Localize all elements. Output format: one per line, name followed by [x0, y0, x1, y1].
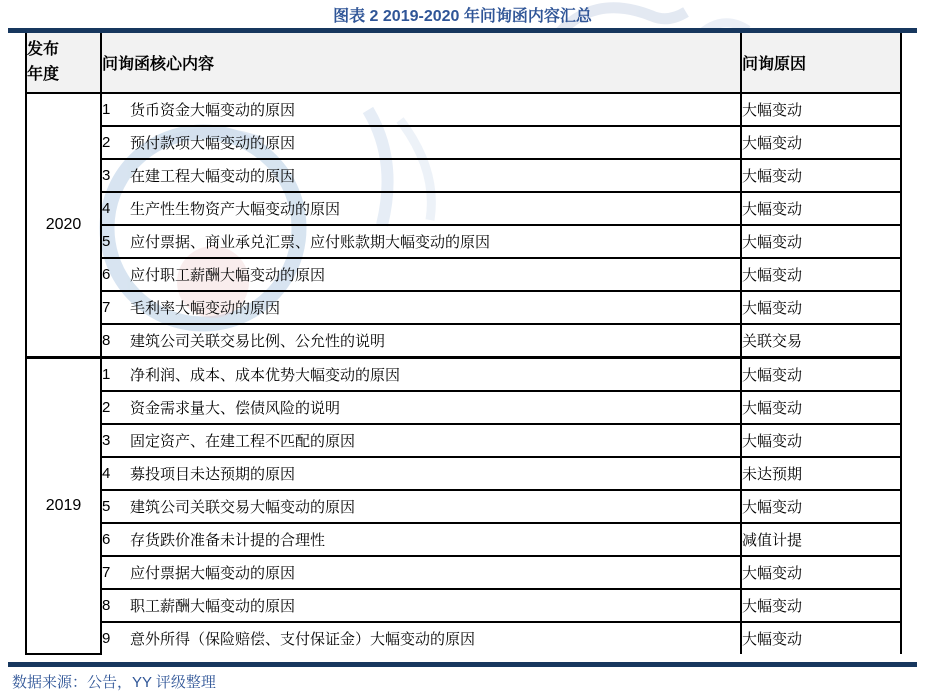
row-number: 6: [102, 531, 111, 548]
content-cell: [101, 93, 741, 126]
content-cell: [101, 391, 741, 424]
table-row: [26, 391, 901, 424]
content-cell: [101, 324, 741, 358]
table-row: [26, 490, 901, 523]
content-cell: [101, 556, 741, 589]
row-content-text: 应付票据大幅变动的原因: [130, 565, 296, 582]
content-cell: [101, 490, 741, 523]
reason-cell: 大幅变动: [741, 93, 901, 126]
inquiry-letter-table: [25, 33, 902, 655]
row-content-text: 应付票据、商业承兑汇票、应付账款期大幅变动的原因: [130, 234, 491, 251]
reason-cell: 大幅变动: [741, 192, 901, 225]
row-content-text: 建筑公司关联交易比例、公允性的说明: [130, 333, 386, 350]
row-number: 2: [102, 134, 111, 151]
header-publish-year: [26, 33, 101, 93]
row-content-text: 毛利率大幅变动的原因: [130, 300, 281, 317]
row-number: 2: [102, 399, 111, 416]
row-number: 5: [102, 498, 111, 515]
reason-cell: 大幅变动: [741, 589, 901, 622]
row-number: 6: [102, 266, 111, 283]
table-row: [26, 523, 901, 556]
row-content-text: 意外所得（保险赔偿、支付保证金）大幅变动的原因: [130, 631, 476, 648]
row-number: 3: [102, 167, 111, 184]
bottom-rule: [8, 662, 917, 667]
table-row: [26, 589, 901, 622]
content-cell: [101, 358, 741, 392]
data-source-note: 数据来源：公告，YY 评级整理: [12, 674, 216, 691]
row-content-text: 预付款项大幅变动的原因: [130, 135, 296, 152]
row-number: 1: [102, 366, 111, 383]
header-inquiry-reason: 问询原因: [741, 33, 901, 93]
table-row: [26, 126, 901, 159]
table-row: [26, 93, 901, 126]
year-cell: 2019: [26, 358, 101, 655]
header-year-line1: 发布: [27, 40, 60, 58]
table-row: [26, 424, 901, 457]
row-content-text: 固定资产、在建工程不匹配的原因: [130, 433, 356, 450]
content-cell: [101, 159, 741, 192]
table-row: [26, 291, 901, 324]
figure-title: 图表 2 2019-2020 年问询函内容汇总: [333, 8, 592, 25]
row-content-text: 生产性生物资产大幅变动的原因: [130, 201, 341, 218]
content-cell: [101, 424, 741, 457]
reason-cell: 未达预期: [741, 457, 901, 490]
table-row: [26, 622, 901, 654]
content-cell: [101, 225, 741, 258]
row-number: 4: [102, 465, 111, 482]
row-number: 8: [102, 332, 111, 349]
row-content-text: 货币资金大幅变动的原因: [130, 102, 296, 119]
reason-cell: 关联交易: [741, 324, 901, 358]
row-number: 3: [102, 432, 111, 449]
reason-cell: 大幅变动: [741, 622, 901, 654]
content-cell: [101, 126, 741, 159]
content-cell: [101, 192, 741, 225]
row-content-text: 建筑公司关联交易大幅变动的原因: [130, 499, 356, 516]
table-row: [26, 225, 901, 258]
top-rule: [8, 28, 917, 33]
row-number: 8: [102, 597, 111, 614]
header-year-line2: 年度: [27, 65, 60, 83]
row-number: 4: [102, 200, 111, 217]
reason-cell: 大幅变动: [741, 159, 901, 192]
reason-cell: 大幅变动: [741, 490, 901, 523]
table-row: [26, 324, 901, 358]
row-number: 5: [102, 233, 111, 250]
header-row: [26, 33, 901, 93]
reason-cell: 大幅变动: [741, 358, 901, 392]
content-cell: [101, 589, 741, 622]
content-cell: [101, 457, 741, 490]
row-content-text: 职工薪酬大幅变动的原因: [130, 598, 296, 615]
row-content-text: 资金需求量大、偿债风险的说明: [130, 400, 341, 417]
table-row: [26, 556, 901, 589]
row-content-text: 存货跌价准备未计提的合理性: [130, 532, 326, 549]
content-cell: [101, 291, 741, 324]
table-row: [26, 192, 901, 225]
table-row: [26, 457, 901, 490]
row-number: 7: [102, 564, 111, 581]
reason-cell: 大幅变动: [741, 556, 901, 589]
header-core-content: 问询函核心内容: [101, 33, 741, 93]
year-cell: 2020: [26, 93, 101, 358]
row-content-text: 在建工程大幅变动的原因: [130, 168, 296, 185]
reason-cell: 大幅变动: [741, 391, 901, 424]
content-cell: [101, 523, 741, 556]
row-number: 1: [102, 101, 111, 118]
content-cell: [101, 258, 741, 291]
reason-cell: 大幅变动: [741, 225, 901, 258]
row-content-text: 募投项目未达预期的原因: [130, 466, 296, 483]
row-content-text: 净利润、成本、成本优势大幅变动的原因: [130, 367, 401, 384]
reason-cell: 减值计提: [741, 523, 901, 556]
reason-cell: 大幅变动: [741, 291, 901, 324]
table-row: [26, 159, 901, 192]
reason-cell: 大幅变动: [741, 424, 901, 457]
table-row: [26, 258, 901, 291]
reason-cell: 大幅变动: [741, 258, 901, 291]
row-number: 7: [102, 299, 111, 316]
table-row: [26, 358, 901, 392]
content-cell: [101, 622, 741, 654]
reason-cell: 大幅变动: [741, 126, 901, 159]
row-number: 9: [102, 630, 111, 647]
row-content-text: 应付职工薪酬大幅变动的原因: [130, 267, 326, 284]
